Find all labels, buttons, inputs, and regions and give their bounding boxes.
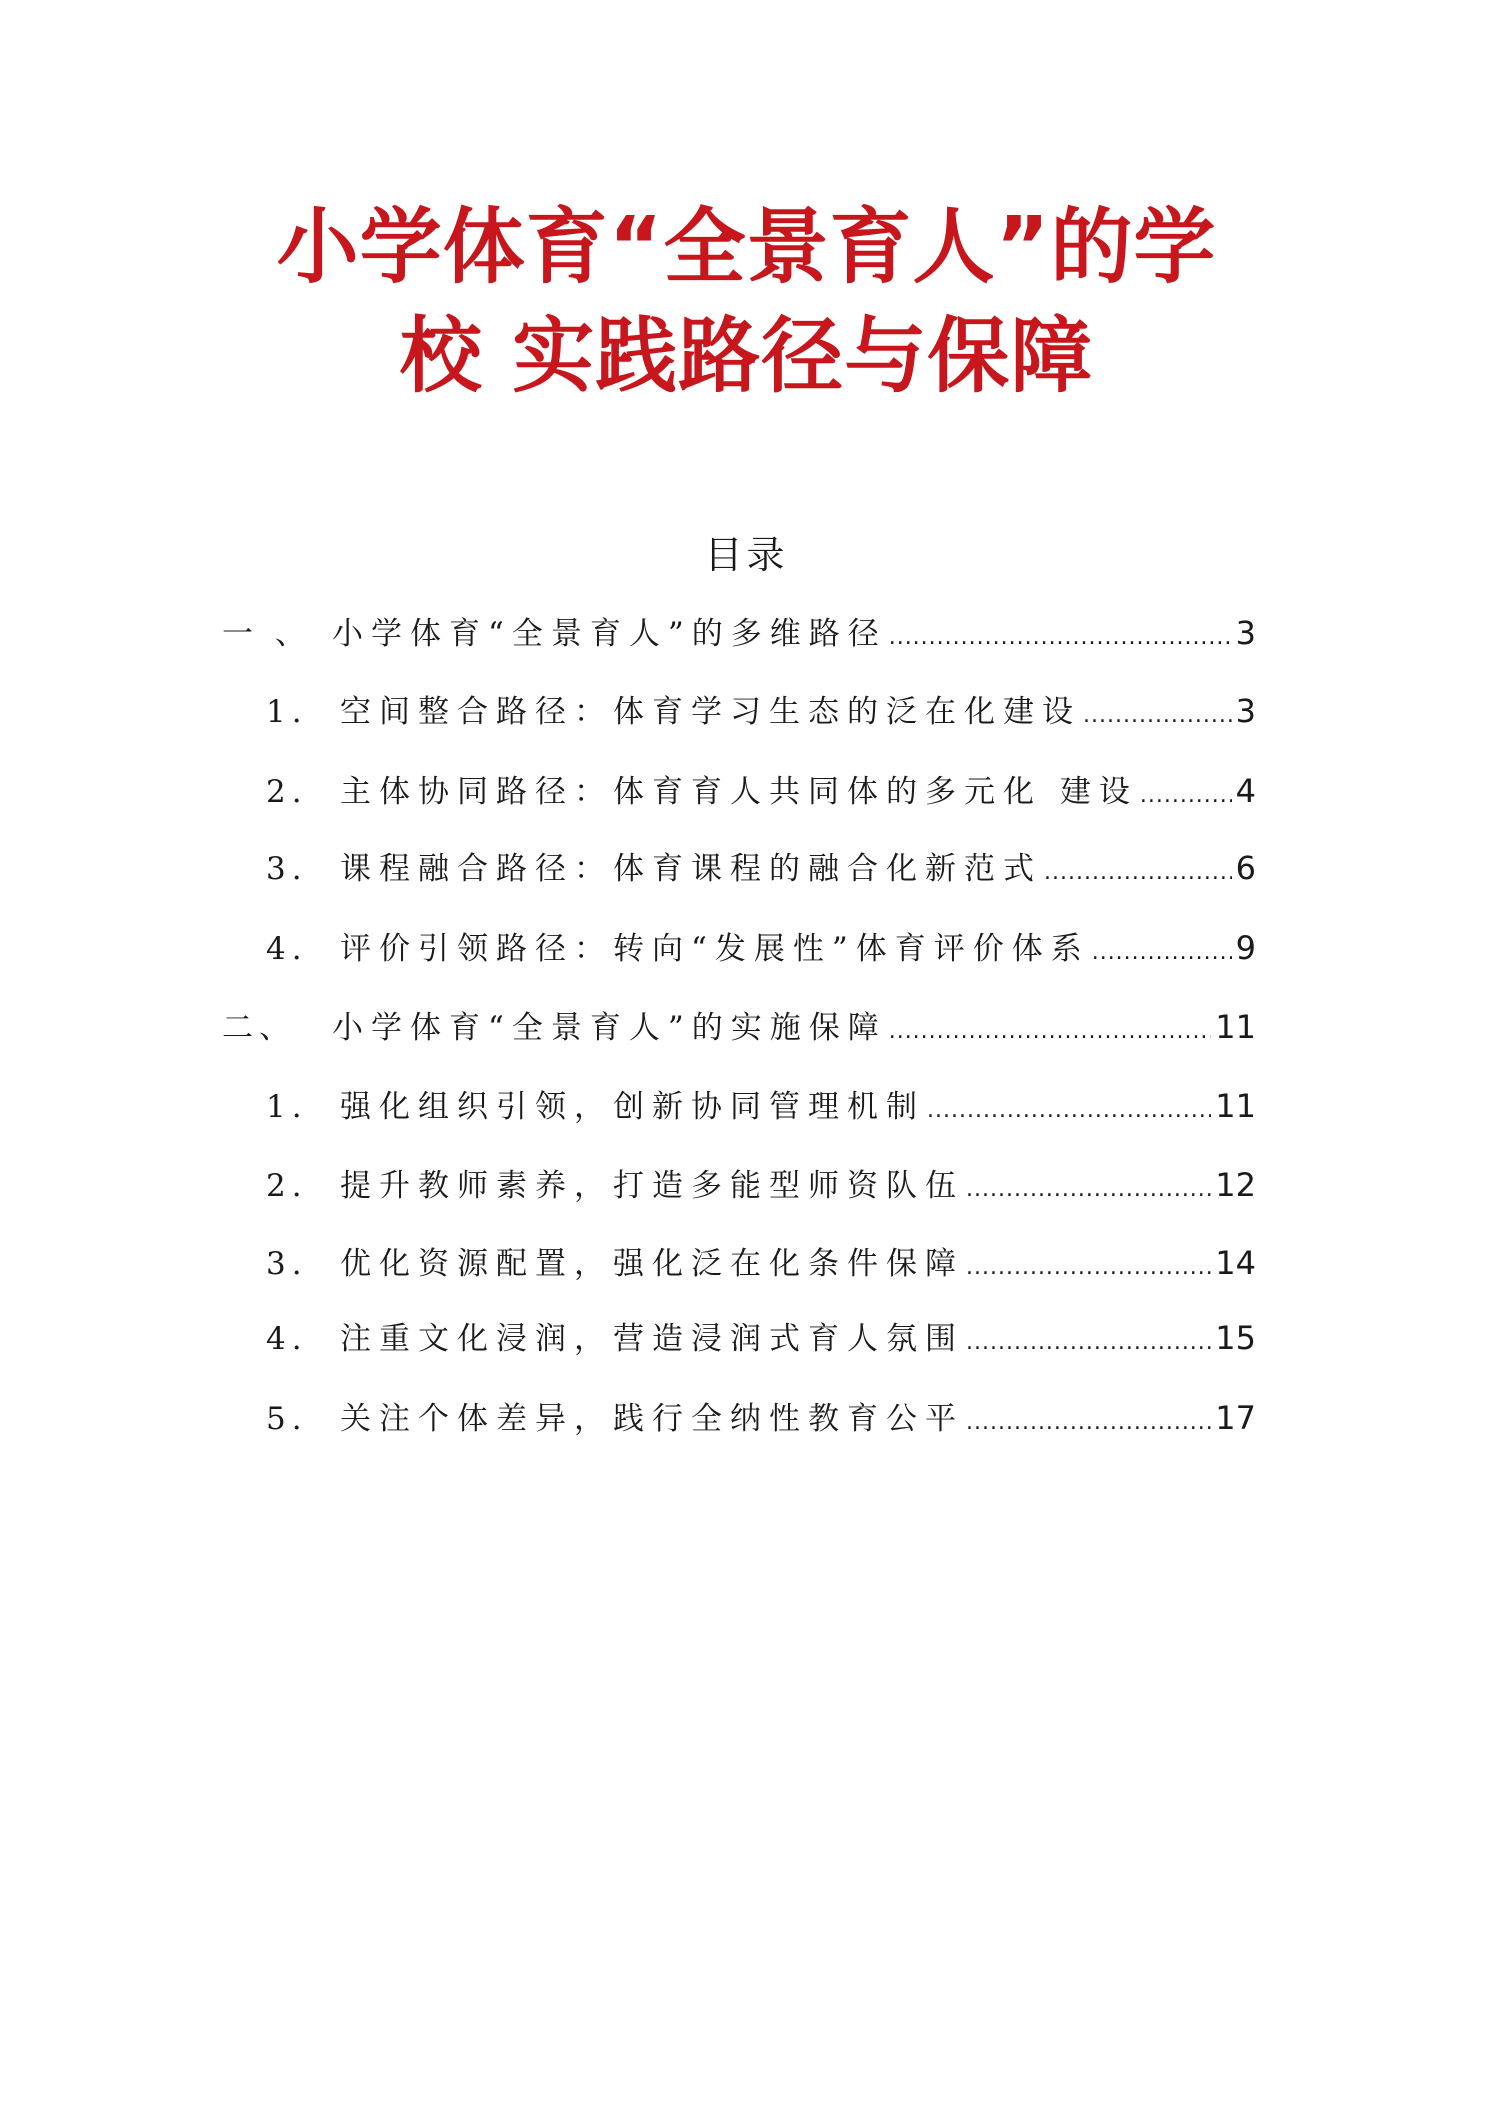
toc-entry-section-1-3[interactable] — [266, 847, 1256, 894]
toc-entry-text: 强化组织引领，创新协同管理机制 — [340, 1089, 925, 1125]
toc-entry-text: 优化资源配置，强化泛在化条件保障 — [340, 1246, 964, 1282]
toc-dot-leader — [966, 1322, 1211, 1364]
toc-entry-page: 9 — [1235, 929, 1256, 967]
toc-entry-page: 15 — [1215, 1319, 1256, 1357]
toc-entry-page: 11 — [1215, 1008, 1256, 1046]
toc-entry-text: 小学体育“全景育人”的实施保障 — [332, 1010, 887, 1046]
toc-entry-number: 2. — [266, 774, 308, 810]
toc-entry-text: 课程融合路径：体育课程的融合化新范式 — [340, 851, 1042, 887]
toc-entry-text: 评价引领路径：转向“发展性”体育评价体系 — [340, 931, 1090, 967]
toc-dot-leader — [1092, 932, 1232, 974]
toc-entry-page: 17 — [1215, 1399, 1256, 1437]
toc-entry-text: 空间整合路径：体育学习生态的泛在化建设 — [340, 694, 1081, 730]
toc-dot-leader — [889, 1011, 1212, 1053]
toc-dot-leader — [1083, 695, 1232, 737]
toc-entry-section-2[interactable] — [222, 1006, 1256, 1053]
toc-entry-page: 12 — [1215, 1166, 1256, 1204]
toc-entry-number: 5. — [266, 1401, 308, 1437]
toc-dot-leader — [1044, 852, 1232, 894]
toc-entry-text: 注重文化浸润，营造浸润式育人氛围 — [340, 1321, 964, 1357]
toc-entry-section-2-5[interactable] — [266, 1397, 1256, 1444]
toc-dot-leader — [966, 1402, 1211, 1444]
toc-dot-leader — [927, 1090, 1211, 1132]
toc-entry-page: 3 — [1235, 614, 1256, 652]
toc-heading: 目录 — [704, 533, 789, 577]
toc-entry-number: 3. — [266, 1246, 308, 1282]
toc-entry-number: 4. — [266, 931, 308, 967]
toc-entry-page: 14 — [1215, 1244, 1256, 1282]
toc-entry-page: 4 — [1235, 772, 1256, 810]
toc-entry-number: 1. — [266, 1089, 308, 1125]
toc-entry-text: 小学体育“全景育人”的多维路径 — [332, 616, 887, 652]
toc-entry-page: 6 — [1235, 849, 1256, 887]
toc-entry-section-1-1[interactable] — [266, 690, 1256, 737]
toc-entry-number: 2. — [266, 1168, 308, 1204]
toc-dot-leader — [966, 1169, 1211, 1211]
toc-entry-number: 1. — [266, 694, 308, 730]
toc-entry-page: 11 — [1215, 1087, 1256, 1125]
toc-entry-number: 二、 — [222, 1010, 296, 1046]
toc-dot-leader — [1140, 775, 1232, 817]
toc-entry-number: 4. — [266, 1321, 308, 1357]
toc-entry-section-1-4[interactable] — [266, 927, 1256, 974]
document-title-line-2: 校 实践路径与保障 — [399, 309, 1094, 404]
toc-entry-number: 一 、 — [222, 616, 312, 652]
toc-entry-text: 主体协同路径：体育育人共同体的多元化 建设 — [340, 774, 1138, 810]
toc-entry-section-1-2[interactable] — [266, 770, 1256, 817]
toc-entry-number: 3. — [266, 851, 308, 887]
toc-entry-section-2-1[interactable] — [266, 1085, 1256, 1132]
toc-entry-page: 3 — [1235, 692, 1256, 730]
toc-dot-leader — [889, 617, 1232, 659]
toc-entry-section-2-2[interactable] — [266, 1164, 1256, 1211]
toc-dot-leader — [966, 1247, 1211, 1289]
document-title-line-1: 小学体育“全景育人”的学 — [276, 200, 1217, 295]
toc-entry-text: 关注个体差异，践行全纳性教育公平 — [340, 1401, 964, 1437]
toc-entry-text: 提升教师素养，打造多能型师资队伍 — [340, 1168, 964, 1204]
toc-entry-section-2-4[interactable] — [266, 1317, 1256, 1364]
toc-entry-section-1[interactable] — [222, 612, 1256, 659]
toc-entry-section-2-3[interactable] — [266, 1242, 1256, 1289]
